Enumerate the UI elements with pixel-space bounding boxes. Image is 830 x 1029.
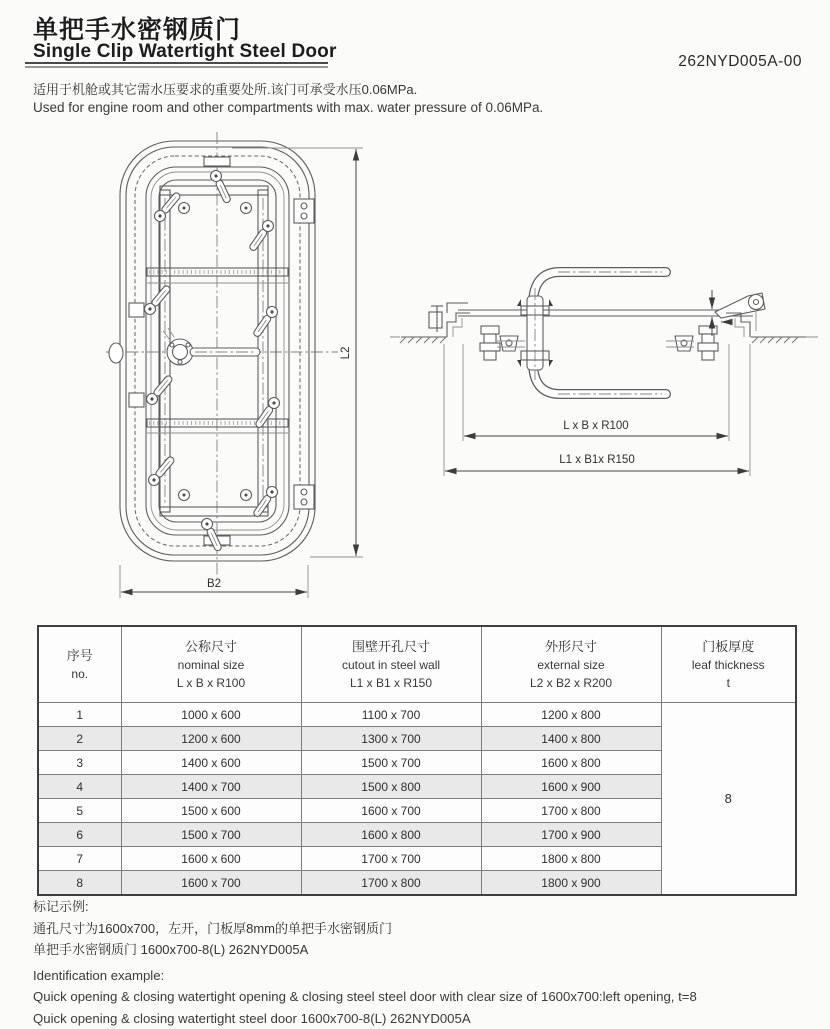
col-header-cutout-size: 围壁开孔尺寸 cutout in steel wall L1 x B1 x R150: [301, 626, 481, 703]
table-cell: 1600 x 600: [121, 847, 301, 871]
table-row: [38, 703, 796, 727]
page-title-zh: 单把手水密钢质门: [33, 10, 241, 46]
table-cell: 3: [38, 751, 121, 775]
door-front-view: [106, 132, 363, 598]
table-cell: 2: [38, 727, 121, 751]
table-cell: 1600 x 700: [301, 799, 481, 823]
example-label-en: Identification example:: [33, 965, 697, 987]
door-section-view: [390, 272, 818, 476]
table-cell: 1700 x 900: [481, 823, 661, 847]
section-hinge: [715, 293, 765, 331]
table-cell: 1400 x 800: [481, 727, 661, 751]
description-zh: 适用于机舱或其它需水压要求的重要处所.该门可承受水压0.06MPa.: [33, 79, 417, 98]
table-cell: 1700 x 800: [301, 871, 481, 896]
dimension-cutout-size-label: L1 x B1x R150: [559, 454, 634, 466]
table-header-row: [38, 626, 796, 703]
table-cell: 1400 x 700: [121, 775, 301, 799]
section-wedge-left: [497, 336, 525, 351]
dimension-B2: [120, 565, 308, 598]
latch-keeper-right-top: [294, 199, 314, 223]
door-handle: [109, 328, 260, 365]
technical-drawing: [0, 125, 830, 622]
col-header-no: 序号 no.: [38, 626, 121, 703]
section-handle: [517, 272, 666, 394]
title-underline: [25, 62, 328, 68]
table-cell: 1300 x 700: [301, 727, 481, 751]
col-header-external-size: 外形尺寸 external size L2 x B2 x R200: [481, 626, 661, 703]
table-cell: 1700 x 700: [301, 847, 481, 871]
table-cell: 1500 x 800: [301, 775, 481, 799]
table-cell: 6: [38, 823, 121, 847]
section-wedge-right: [666, 336, 694, 351]
col-header-leaf-thickness: 门板厚度 leaf thickness t: [661, 626, 796, 703]
table-cell: 1500 x 700: [121, 823, 301, 847]
section-left-bracket: [429, 303, 470, 337]
table-cell: 1500 x 600: [121, 799, 301, 823]
table-cell: 1400 x 600: [121, 751, 301, 775]
size-table: [37, 625, 797, 896]
example-line-en-1: Quick opening & closing watertight opening & closing steel steel door with clear size of 1600x700:left opening, t=8: [33, 986, 697, 1008]
latch-keeper-right-bottom: [294, 485, 314, 509]
table-cell: 1600 x 900: [481, 775, 661, 799]
table-cell: 1500 x 700: [301, 751, 481, 775]
dimension-cutout-size: [444, 344, 750, 476]
part-number: 262NYD005A-00: [678, 53, 802, 71]
table-cell: 1200 x 600: [121, 727, 301, 751]
example-label-zh: 标记示例:: [33, 896, 697, 918]
example-line-zh-1: 通孔尺寸为1600x700，左开，门板厚8mm的单把手水密钢质门: [33, 918, 697, 940]
table-cell: 7: [38, 847, 121, 871]
table-cell: 1600 x 800: [481, 751, 661, 775]
example-line-zh-2: 单把手水密钢质门 1600x700-8(L) 262NYD005A: [33, 939, 697, 961]
table-cell: 1800 x 800: [481, 847, 661, 871]
size-table-body: [38, 703, 796, 896]
table-cell: 1000 x 600: [121, 703, 301, 727]
dimension-L2-label: L2: [340, 347, 352, 360]
table-cell: 1600 x 700: [121, 871, 301, 896]
page-title-en: Single Clip Watertight Steel Door: [33, 41, 337, 63]
table-cell: 5: [38, 799, 121, 823]
dog-clips: [142, 169, 281, 553]
dimension-clear-size-label: L x B x R100: [563, 420, 628, 432]
dimension-B2-label: B2: [207, 578, 221, 590]
table-cell: 1600 x 800: [301, 823, 481, 847]
table-cell: 1800 x 900: [481, 871, 661, 896]
col-header-nominal-size: 公称尺寸 nominal size L x B x R100: [121, 626, 301, 703]
table-cell: 1: [38, 703, 121, 727]
table-cell: 4: [38, 775, 121, 799]
table-cell: 8: [38, 871, 121, 896]
top-keeper-plate: [204, 157, 230, 166]
description-en: Used for engine room and other compartments with max. water pressure of 0.06MPa.: [33, 100, 543, 115]
identification-example: [33, 896, 697, 1029]
table-cell: 1700 x 800: [481, 799, 661, 823]
example-line-en-2: Quick opening & closing watertight steel door 1600x700-8(L) 262NYD005A: [33, 1008, 697, 1029]
leaf-thickness-cell: 8: [661, 703, 796, 896]
table-cell: 1100 x 700: [301, 703, 481, 727]
table-cell: 1200 x 800: [481, 703, 661, 727]
